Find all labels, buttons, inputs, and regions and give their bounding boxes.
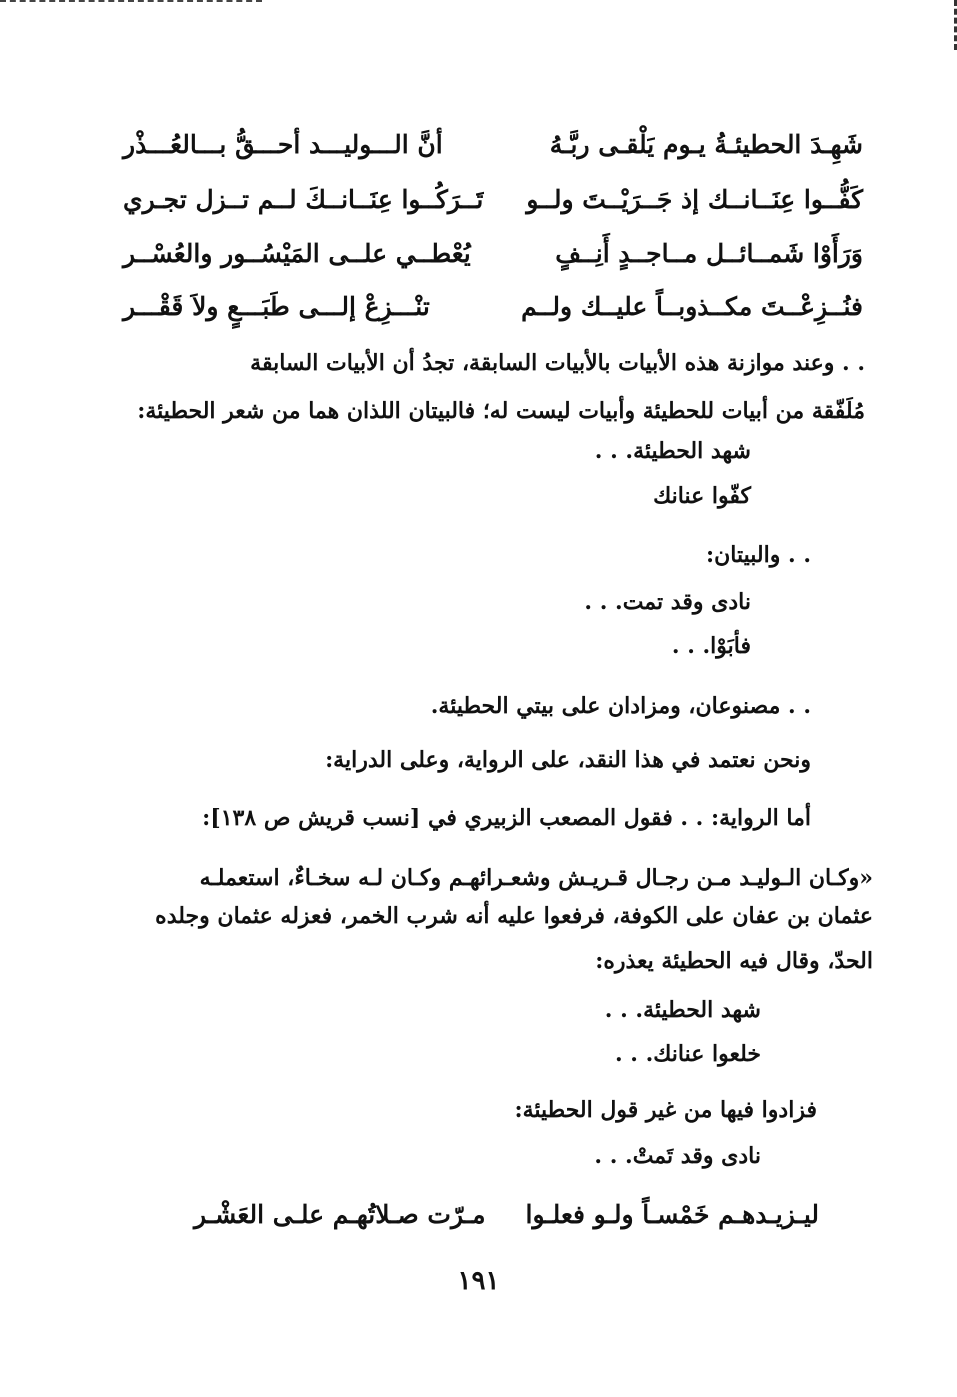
verse-reference: فأبَوْا. . . [671, 633, 751, 659]
paragraph-line: فزادوا فيها من غير قول الحطيئة: [514, 1097, 817, 1123]
verse-second-hemistich: تنْـــزِعْ إلـــى طَبَـــعٍ ولاَ قَقْـــر [123, 292, 430, 321]
verse-first-hemistich: ليـزيـدهـم خَمْسـاً ولـو فعلـوا [525, 1200, 819, 1229]
verse-reference: خلعوا عنانك. . . [614, 1041, 761, 1067]
dashed-edge-mark [950, 0, 957, 50]
verse-reference: شهد الحطيئة. . . [604, 997, 761, 1023]
page-number: ١٩١ [457, 1266, 500, 1296]
verse-reference: كفّوا عنانك [653, 483, 751, 509]
verse-first-hemistich: كَفُّــوا عِنَــانــك إذ جَــرَيْــتَ ولــو [526, 185, 863, 214]
verse-second-hemistich: يُعْطــي علــى المَيْسُــور والعُسْــر [123, 239, 471, 268]
verse-first-hemistich: شَهِـدَ الحطيئـةُ يـوم يَلْقـى ربَّـهُ [549, 130, 863, 159]
verse-reference: نادى وقد تَمتْ. . . [594, 1143, 761, 1169]
quote-line: الحدّ، وقال فيه الحطيئة يعذره: [595, 948, 873, 974]
paragraph-line: . . مصنوعان، ومزادان على بيتي الحطيئة. [430, 693, 811, 719]
verse-reference: شهد الحطيئة. . . [594, 438, 751, 464]
verse-reference: نادى وقد تمت. . . [584, 589, 751, 615]
paragraph-line: أما الرواية: . . فقول المصعب الزبيري في [نسب قريش ص ١٣٨]: [202, 805, 811, 831]
paragraph-line: مُلَفّقة من أبيات للحطيئة وأبيات ليست له؛ فالبيتان اللذان هما من شعر الحطيئة: [137, 398, 865, 424]
paragraph-line: . . وعند موازنة هذه الأبيات بالأبيات السابقة، تجدُ أن الأبيات السابقة [250, 350, 865, 376]
verse-first-hemistich: وَرَأَوْا شَمــائــل مــاجــدٍ أَنِــفٍ [555, 239, 863, 268]
paragraph-line: ونحن نعتمد في هذا النقد، على الرواية، وعلى الدراية: [325, 747, 811, 773]
verse-second-hemistich: تَــرَكُــوا عِنَــانــكَ لــم تــزل تجـري [123, 185, 484, 214]
verse-second-hemistich: أنَّ الـــوليـــد أحـــقُّ بـــالعُـــذْر [123, 130, 443, 159]
quote-line: «وكـان الـوليـد مـن رجـال قـريـش وشعـرائهـم وكـان لـه سخـاءٌ، استعملـه [199, 865, 873, 891]
quote-line: عثمان بن عفان على الكوفة، فرفعوا عليه أنه شرب الخمر، فعزله عثمان وجلده [155, 903, 873, 929]
dashed-cut-line [0, 0, 262, 2]
verse-second-hemistich: مـرّت صـلاتُهـم علـى العَشْـر [194, 1200, 486, 1229]
verse-first-hemistich: فنُــزِعْــتَ مكــذوبــاً عليــك ولــم [521, 292, 863, 321]
paragraph-line: . . والبيتان: [706, 542, 811, 568]
